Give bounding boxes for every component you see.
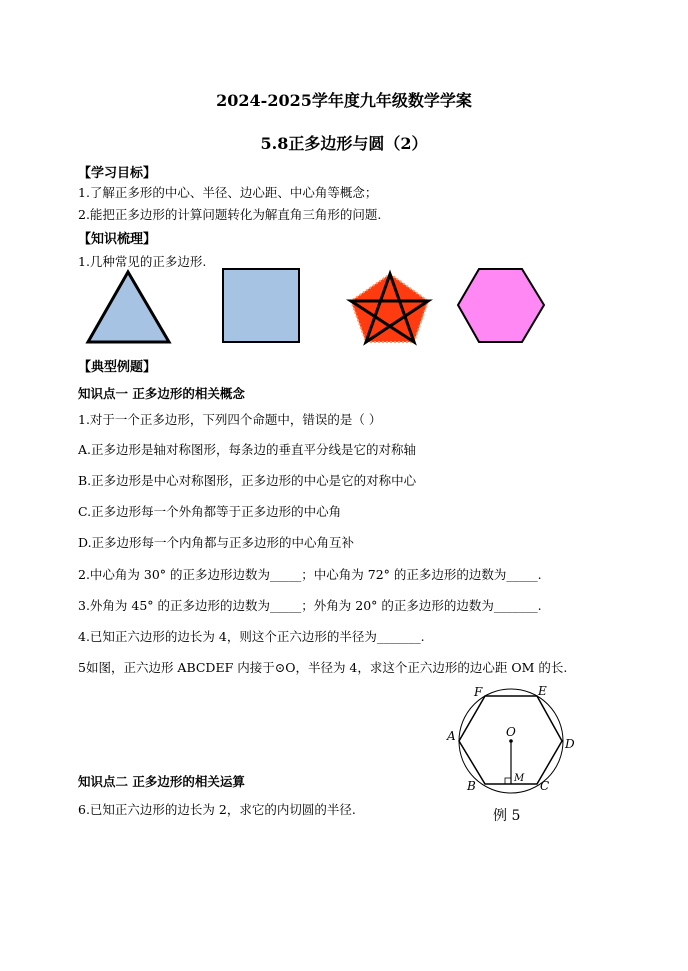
knowledge-point-2: 知识点二 正多边形的相关运算 xyxy=(78,774,245,789)
label-e: E xyxy=(538,684,547,698)
regular-polygons-figure xyxy=(0,260,688,360)
lesson-title: 5.8正多边形与圆（2） xyxy=(260,134,428,153)
option-a: A.正多边形是轴对称图形，每条边的垂直平分线是它的对称轴 xyxy=(78,442,417,457)
question-6: 6.已知正六边形的边长为 2，求它的内切圆的半径. xyxy=(78,802,356,817)
right-angle-mark xyxy=(505,778,511,784)
question-3: 3.外角为 45° 的正多边形的边数为_____；外角为 20° 的正多边形的边数为_______. xyxy=(78,598,542,613)
question-2: 2.中心角为 30° 的正多边形边数为_____；中心角为 72° 的正多边形的边数为_____. xyxy=(78,567,542,582)
label-o: O xyxy=(506,725,516,739)
question-4: 4.已知正六边形的边长为 4，则这个正六边形的半径为_______. xyxy=(78,629,425,644)
review-item-1: 1.几种常见的正多边形. xyxy=(78,254,207,269)
document-title: 2024-2025学年度九年级数学学案 xyxy=(216,91,472,110)
objectives-heading: 【学习目标】 xyxy=(78,166,157,181)
question-5: 5如图，正六边形 ABCDEF 内接于⊙O，半径为 4，求这个正六边形的边心距 OM 的长. xyxy=(78,660,568,675)
objective-1: 1.了解正多形的中心、半径、边心距、中心角等概念； xyxy=(78,185,378,200)
label-a: A xyxy=(447,729,456,743)
center-point xyxy=(509,739,513,743)
option-d: D.正多边形每一个内角都与正多边形的中心角互补 xyxy=(78,535,355,550)
examples-heading: 【典型例题】 xyxy=(78,360,157,375)
label-b: B xyxy=(467,779,476,793)
triangle-shape xyxy=(88,272,169,342)
label-m: M xyxy=(514,773,525,784)
label-d: D xyxy=(565,737,575,751)
option-b: B.正多边形是中心对称图形，正多边形的中心是它的对称中心 xyxy=(78,473,417,488)
square-shape xyxy=(223,269,299,342)
figure-caption: 例 5 xyxy=(493,808,521,824)
option-c: C.正多边形每一个外角都等于正多边形的中心角 xyxy=(78,504,342,519)
review-heading: 【知识梳理】 xyxy=(78,232,157,247)
label-f: F xyxy=(474,685,483,699)
knowledge-point-1: 知识点一 正多边形的相关概念 xyxy=(78,386,245,401)
hexagon-shape xyxy=(458,269,544,342)
question-1: 1.对于一个正多边形，下列四个命题中，错误的是（ ） xyxy=(78,412,382,427)
label-c: C xyxy=(540,779,550,793)
objective-2: 2.能把正多边形的计算问题转化为解直角三角形的问题. xyxy=(78,207,382,222)
